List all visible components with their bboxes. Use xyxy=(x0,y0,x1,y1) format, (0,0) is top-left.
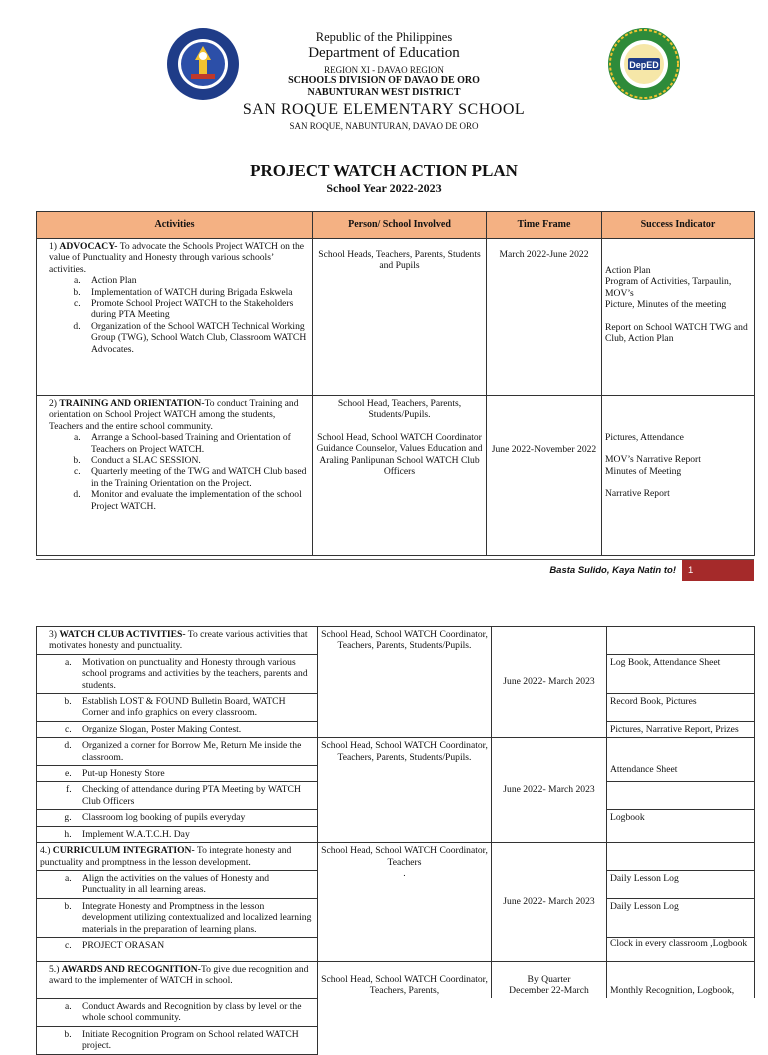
table-row xyxy=(37,998,755,1026)
list-item: e. Put-up Honesty Store xyxy=(74,768,314,779)
action-plan-table-page1 xyxy=(36,211,755,556)
list-item: b. Conduct a SLAC SESSION. xyxy=(83,455,309,466)
activity-watch-club: 3) WATCH CLUB ACTIVITIES- To create various activities that motivates honesty and punctuality. xyxy=(37,627,318,655)
division-line: SCHOOLS DIVISION OF DAVAO DE ORO xyxy=(288,75,480,86)
time-frame: June 2022- March 2023 xyxy=(492,627,607,738)
activity-list xyxy=(40,812,314,823)
republic-line: Republic of the Philippines xyxy=(315,30,453,44)
activity-list xyxy=(40,829,314,840)
list-item: c. Quarterly meeting of the TWG and WATCH Club based in the Training Orientation on the Project. xyxy=(83,466,309,489)
persons-involved: School Head, School WATCH Coordinator, Teachers, Parents, Students/Pupils. xyxy=(318,627,492,738)
list-item: b. Establish LOST & FOUND Bulletin Board, WATCH Corner and info graphics on every classroom. xyxy=(74,696,314,719)
activity-list xyxy=(49,432,309,512)
list-item: b. Integrate Honesty and Promptness in the lesson development utilizing contextualized and localized learning materials in the preparation of learning plans. xyxy=(74,901,314,935)
success-indicator: Log Book, Attendance Sheet xyxy=(607,654,755,693)
success-indicator: Pictures, Narrative Report, Prizes xyxy=(607,721,755,737)
list-item: a. Arrange a School-based Training and Orientation of Teachers on Project WATCH. xyxy=(83,432,309,455)
district-line: NABUNTURAN WEST DISTRICT xyxy=(307,87,461,98)
deped-logo-text: DepED xyxy=(629,60,659,70)
activity-lead: ADVOCACY- xyxy=(59,241,118,252)
table-row xyxy=(37,843,755,871)
table-row xyxy=(37,738,755,766)
activity-list xyxy=(40,784,314,807)
list-item: f. Checking of attendance during PTA Meeting by WATCH Club Officers xyxy=(74,784,314,807)
list-item: c. Organize Slogan, Poster Making Contest. xyxy=(74,724,314,735)
header-time-frame: Time Frame xyxy=(487,212,602,239)
footer-motto: Basta Sulido, Kaya Natin to! xyxy=(549,565,676,576)
persons-involved: School Head, School WATCH Coordinator, Teachers, Parents, Students/Pupils. xyxy=(318,738,492,843)
activity-list xyxy=(40,768,314,779)
success-indicator: Daily Lesson Log xyxy=(607,870,755,898)
time-frame: June 2022- March 2023 xyxy=(492,738,607,843)
list-item: a. Align the activities on the values of Honesty and Punctuality in all learning areas. xyxy=(74,873,314,896)
activity-lead: AWARDS AND RECOGNITION- xyxy=(61,963,201,975)
activity-lead: CURRICULUM INTEGRATION- xyxy=(52,845,195,857)
list-item: b. Initiate Recognition Program on School related WATCH project. xyxy=(74,1029,314,1052)
list-item: a. Action Plan xyxy=(83,275,309,286)
table-row xyxy=(37,627,755,655)
school-address: SAN ROQUE, NABUNTURAN, DAVAO DE ORO xyxy=(289,121,479,131)
list-item: b. Implementation of WATCH during Brigada Eskwela xyxy=(83,287,309,298)
document-subtitle: School Year 2022-2023 xyxy=(326,181,442,195)
success-indicator: Daily Lesson Log xyxy=(607,898,755,937)
activity-list xyxy=(40,657,314,691)
table-row xyxy=(37,239,755,396)
list-item: d. Organization of the School WATCH Technical Working Group (TWG), School Watch Club, Classroom WATCH Advocates. xyxy=(83,321,309,355)
activity-list xyxy=(40,873,314,896)
persons-involved: School Head, Teachers, Parents, Students/Pupils. School Head, School WATCH Coordinator Guidance Counselor, Values Education and Araling Panlipunan School WATCH Club Officers xyxy=(313,396,487,556)
success-indicator: Record Book, Pictures xyxy=(607,694,755,722)
footer-rule xyxy=(36,559,754,560)
activity-list xyxy=(40,724,314,735)
success-indicator: Action Plan Program of Activities, Tarpaulin, MOV’s Picture, Minutes of the meeting Report on School WATCH TWG and Club, Action Plan xyxy=(602,239,755,396)
time-frame: By Quarter December 22-March xyxy=(492,961,607,998)
department-line: Department of Education xyxy=(308,45,460,61)
activity-list xyxy=(40,940,314,951)
page-number: 1 xyxy=(688,565,694,576)
success-indicator: Logbook xyxy=(607,810,755,843)
header-success-indicator: Success Indicator xyxy=(602,212,755,239)
activity-lead: TRAINING AND ORIENTATION- xyxy=(59,398,205,409)
activity-list xyxy=(49,275,309,355)
list-item: c. PROJECT ORASAN xyxy=(74,940,314,951)
success-indicator xyxy=(607,627,755,655)
document-title: PROJECT WATCH ACTION PLAN xyxy=(250,161,518,180)
activity-list xyxy=(40,740,314,763)
success-indicator: Monthly Recognition, Logbook, xyxy=(607,961,755,998)
list-item: d. Monitor and evaluate the implementation of the school Project WATCH. xyxy=(83,489,309,512)
school-name: SAN ROQUE ELEMENTARY SCHOOL xyxy=(242,101,526,118)
time-frame: June 2022- March 2023 xyxy=(492,843,607,962)
table-row xyxy=(37,961,755,998)
persons-involved: School Heads, Teachers, Parents, Students and Pupils xyxy=(313,239,487,396)
list-item: a. Motivation on punctuality and Honesty through various school programs and activities by the teachers, parents and students. xyxy=(74,657,314,691)
activity-list xyxy=(40,1001,314,1024)
activity-advocacy: 1) ADVOCACY- To advocate the Schools Project WATCH on the value of Punctuality and Honesty through various schools’ activities. a. Action Plan b. Implementation of WATCH during Brigada Eskwela c. Promote School Project WATCH to the Stakeholders during PTA Meeting d. Organization of the School WATCH Technical Working Group (TWG), School Watch Club, Classroom WATCH Advocates. xyxy=(37,239,313,396)
list-item: g. Classroom log booking of pupils everyday xyxy=(74,812,314,823)
time-frame: March 2022-June 2022 xyxy=(487,239,602,396)
page-number-badge xyxy=(682,560,754,581)
header-activities: Activities xyxy=(37,212,313,239)
header-persons: Person/ School Involved xyxy=(313,212,487,239)
persons-involved: School Head, School WATCH Coordinator, Teachers . xyxy=(318,843,492,962)
list-item: a. Conduct Awards and Recognition by class by level or the whole school community. xyxy=(74,1001,314,1024)
success-indicator: Clock in every classroom ,Logbook xyxy=(607,937,755,961)
action-plan-table-page2 xyxy=(36,626,755,1055)
success-indicator: Pictures, Attendance MOV’s Narrative Report Minutes of Meeting Narrative Report xyxy=(602,396,755,556)
list-item: c. Promote School Project WATCH to the Stakeholders during PTA Meeting xyxy=(83,298,309,321)
activity-lead: WATCH CLUB ACTIVITIES- xyxy=(59,629,186,640)
activity-list xyxy=(40,696,314,719)
activity-curriculum: 4.) CURRICULUM INTEGRATION- To integrate honesty and punctuality and promptness in the lesson development. xyxy=(37,843,318,871)
activity-awards: 5.) AWARDS AND RECOGNITION-To give due recognition and award to the implementer of WATCH in school. xyxy=(37,961,318,998)
success-indicator: Attendance Sheet xyxy=(607,738,755,782)
activity-list xyxy=(40,901,314,935)
region-line: REGION XI - DAVAO REGION xyxy=(324,65,444,75)
table-row xyxy=(37,396,755,556)
list-item: d. Organized a corner for Borrow Me, Return Me inside the classroom. xyxy=(74,740,314,763)
table-row xyxy=(37,1026,755,1054)
list-item: h. Implement W.A.T.C.H. Day xyxy=(74,829,314,840)
time-frame: June 2022-November 2022 xyxy=(487,396,602,556)
activity-list xyxy=(40,1029,314,1052)
activity-training: 2) TRAINING AND ORIENTATION-To conduct Training and orientation on School Project WATCH among the students, Teachers and the entire school community. a. Arrange a School-based Training and Orientation of Teachers on Project WATCH. b. Conduct a SLAC SESSION. c. Quarterly meeting of the TWG and WATCH Club based in the Training Orientation on the Project. d. Monitor and evaluate the implementation of the school Project WATCH. xyxy=(37,396,313,556)
persons-involved: School Head, School WATCH Coordinator, Teachers, Parents, xyxy=(318,961,492,998)
